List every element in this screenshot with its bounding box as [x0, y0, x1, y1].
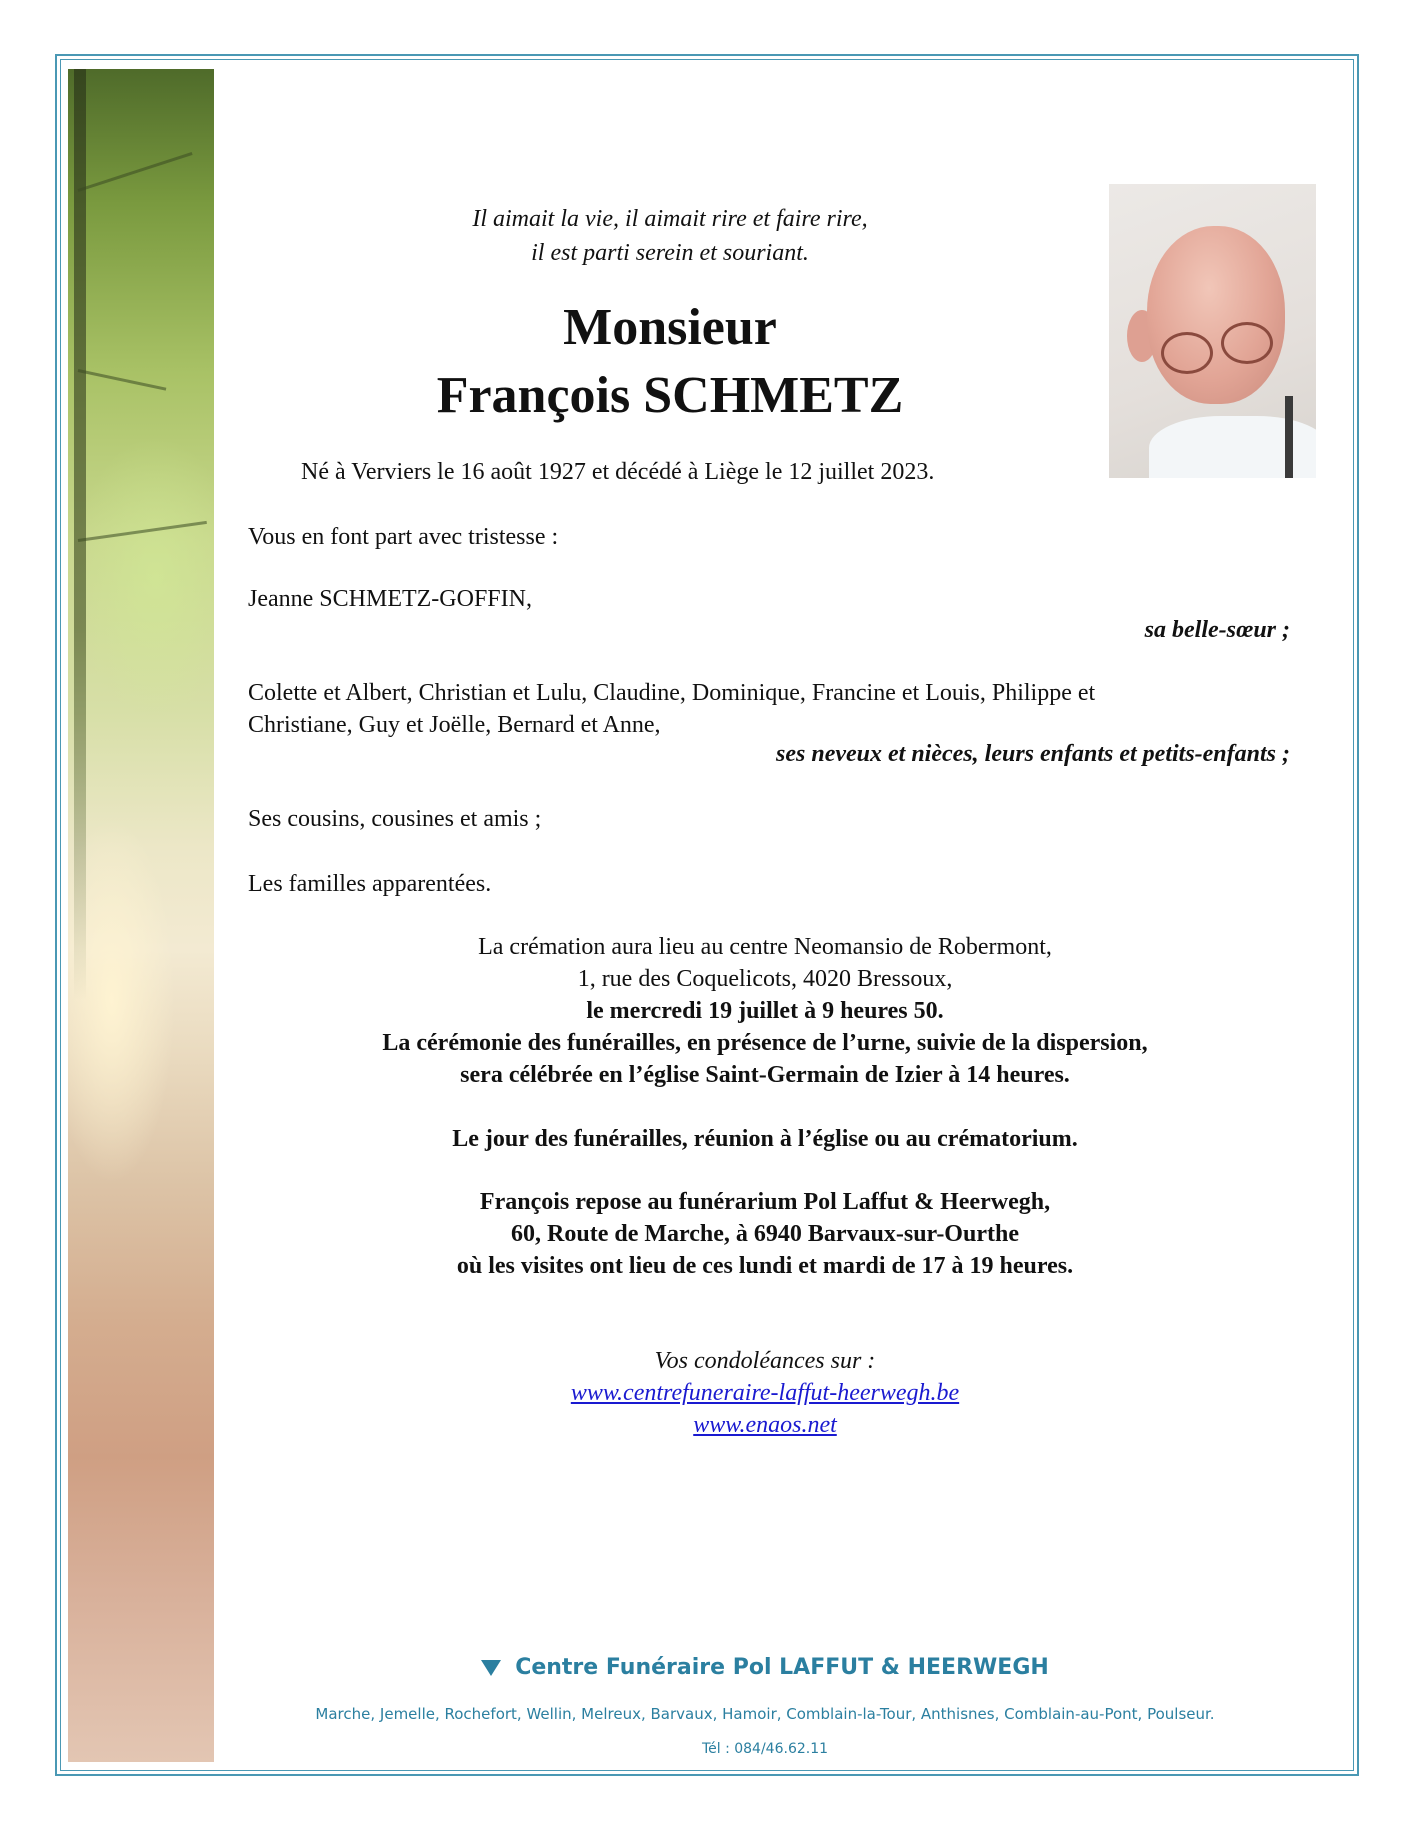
condolences-link-2[interactable]: www.enaos.net [693, 1412, 837, 1438]
family-group-line-1: Colette et Albert, Christian et Lulu, Claudine, Dominique, Francine et Louis, Philippe et [248, 680, 1096, 706]
title-salutation: Monsieur [563, 299, 777, 356]
tree-branch-shape [78, 369, 167, 391]
ceremony-line-2: 1, rue des Coquelicots, 4020 Bressoux, [577, 966, 953, 992]
portrait-lanyard [1285, 396, 1293, 478]
quote-line-2: il est parti serein et souriant. [531, 240, 809, 266]
family-person-1: Jeanne SCHMETZ-GOFFIN, [248, 586, 532, 612]
family-related: Les familles apparentées. [248, 871, 492, 897]
portrait-photo [1109, 184, 1316, 478]
tree-trunk-shape [74, 69, 86, 1000]
rest-line-3: où les visites ont lieu de ces lundi et mardi de 17 à 19 heures. [456, 1253, 1074, 1279]
deceased-name: François SCHMETZ [436, 367, 904, 424]
ceremony-line-5: sera célébrée en l’église Saint-Germain de Izier à 14 heures. [460, 1062, 1070, 1088]
tree-branch-shape [78, 521, 207, 542]
meeting-line: Le jour des funérailles, réunion à l’église ou au crématorium. [452, 1126, 1078, 1152]
family-group-line-2: Christiane, Guy et Joëlle, Bernard et Anne, [248, 712, 661, 738]
forest-path-side-image [68, 69, 214, 1762]
footer-places: Marche, Jemelle, Rochefort, Wellin, Melreux, Barvaux, Hamoir, Comblain-la-Tour, Anthisnes, Comblain-au-Pont, Poulseur. [315, 1705, 1215, 1723]
rest-line-1: François repose au funérarium Pol Laffut & Heerwegh, [479, 1189, 1051, 1215]
family-group-relation: ses neveux et nièces, leurs enfants et petits-enfants ; [776, 741, 1290, 767]
portrait-glasses-right [1221, 322, 1273, 364]
condolences-link-1-wrap [250, 1377, 1280, 1409]
tree-branch-shape [78, 152, 193, 192]
quote-line-1: Il aimait la vie, il aimait rire et faire rire, [472, 206, 868, 232]
triangle-down-icon [481, 1660, 501, 1676]
family-person-1-relation: sa belle-sœur ; [1144, 617, 1290, 643]
ceremony-line-4: La cérémonie des funérailles, en présence de l’urne, suivie de la dispersion, [382, 1030, 1148, 1056]
footer-tel: Tél : 084/46.62.11 [701, 1741, 829, 1757]
birth-death-line: Né à Verviers le 16 août 1927 et décédé à Liège le 12 juillet 2023. [301, 459, 935, 485]
ceremony-line-3: le mercredi 19 juillet à 9 heures 50. [586, 998, 944, 1024]
footer-brand-label: Centre Funéraire Pol LAFFUT & HEERWEGH [515, 1655, 1049, 1680]
portrait-head [1147, 226, 1285, 404]
condolences-link-2-wrap [250, 1409, 1280, 1441]
rest-line-2: 60, Route de Marche, à 6940 Barvaux-sur-Ourthe [511, 1221, 1019, 1247]
footer-brand [250, 1655, 1280, 1680]
condolences-label: Vos condoléances sur : [654, 1348, 876, 1374]
portrait-glasses-left [1161, 332, 1213, 374]
ceremony-line-1: La crémation aura lieu au centre Neomansio de Robermont, [478, 934, 1052, 960]
condolences-link-1[interactable]: www.centrefuneraire-laffut-heerwegh.be [570, 1380, 960, 1406]
family-cousins: Ses cousins, cousines et amis ; [248, 806, 542, 832]
announce-line: Vous en font part avec tristesse : [248, 524, 559, 550]
